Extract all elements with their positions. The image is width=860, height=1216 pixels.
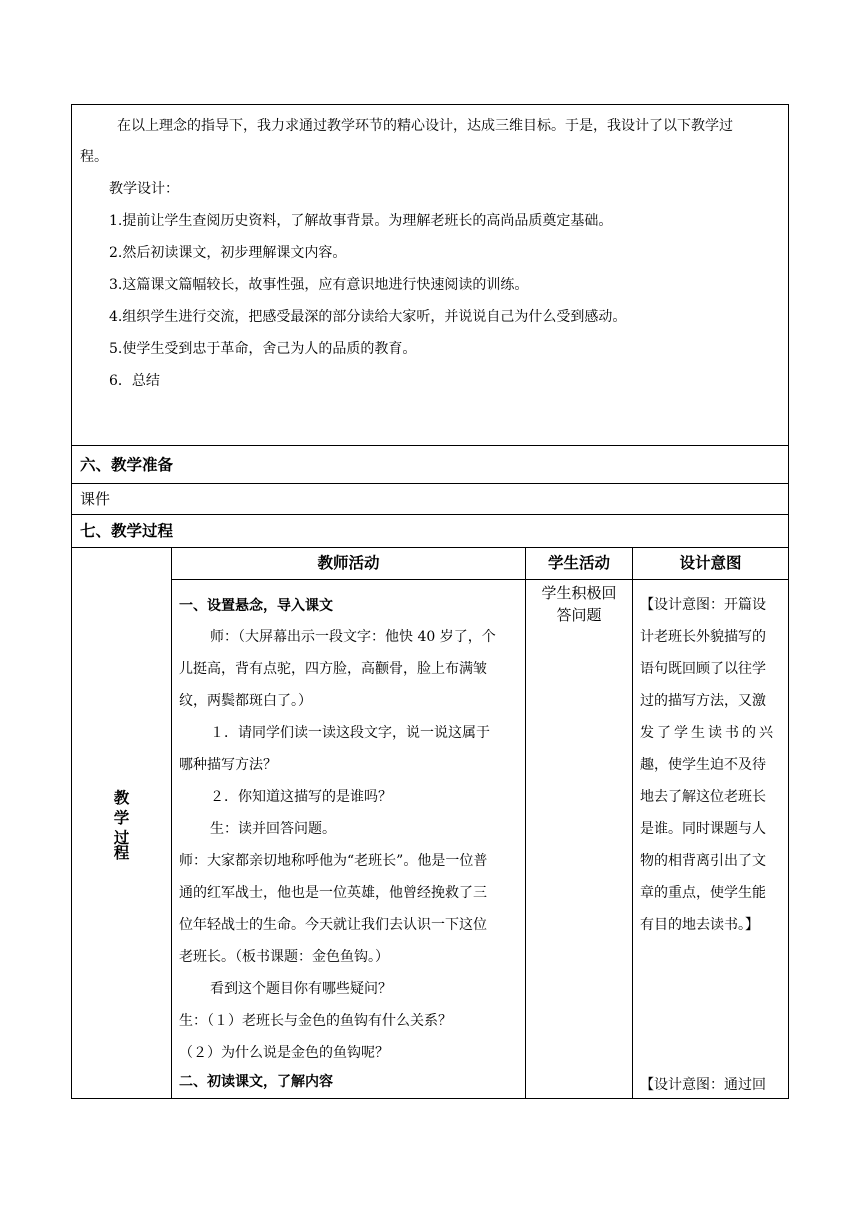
table-border-top <box>71 104 789 105</box>
intent-line: 过的描写方法，又激 <box>640 693 766 709</box>
teacher-line: 看到这个题目你有哪些疑问？ <box>210 981 392 997</box>
intro-paragraph-line: 程。 <box>80 149 108 165</box>
row-divider <box>71 547 789 548</box>
teacher-line: 通的红军战士，他也是一位英雄，他曾经挽救了三 <box>179 885 487 901</box>
column-header-teacher: 教师活动 <box>317 554 380 572</box>
section-title: 六、教学准备 <box>80 456 174 474</box>
intent-line: 【设计意图：通过回 <box>640 1077 766 1093</box>
teacher-line: １．请同学们读一读这段文字，说一说这属于 <box>210 725 490 741</box>
intent-line: 物的相背离引出了文 <box>640 853 766 869</box>
column-header-intent: 设计意图 <box>679 554 742 572</box>
intro-paragraph-line: 在以上理念的指导下，我力求通过教学环节的精心设计，达成三维目标。于是，我设计了以下教学过 <box>117 118 733 134</box>
intent-line: 章的重点，使学生能 <box>640 885 766 901</box>
design-item: 1.提前让学生查阅历史资料，了解故事背景。为理解老班长的高尚品质奠定基础。 <box>109 213 613 229</box>
row-divider <box>71 514 789 515</box>
teacher-line: 纹，两鬓都斑白了。） <box>179 693 312 709</box>
table-border-left <box>71 104 72 1099</box>
teacher-line: （２）为什么说是金色的鱼钩呢？ <box>179 1045 389 1061</box>
teacher-line: 老班长。（板书课题：金色鱼钩。） <box>179 949 389 965</box>
teacher-line: 位年轻战士的生命。今天就让我们去认识一下这位 <box>179 917 487 933</box>
design-item: 3.这篇课文篇幅较长，故事性强，应有意识地进行快速阅读的训练。 <box>109 277 529 293</box>
teacher-line: 哪种描写方法？ <box>179 757 277 773</box>
step-heading: 一、设置悬念，导入课文 <box>179 598 333 614</box>
column-header-student: 学生活动 <box>547 554 610 572</box>
section-title: 七、教学过程 <box>80 522 174 540</box>
side-label-char: 过 <box>113 829 130 847</box>
intent-line: 趣，使学生迫不及待 <box>640 757 766 773</box>
table-border-bottom <box>71 1098 789 1099</box>
column-divider <box>171 547 172 1099</box>
student-line: 学生积极回 <box>541 584 617 602</box>
column-divider <box>525 547 526 1099</box>
teacher-line: 师：（大屏幕出示一段文字：他快 40 岁了，个 <box>210 629 496 645</box>
design-item: 6．总结 <box>109 373 160 389</box>
teacher-line: 生：读并回答问题。 <box>210 821 336 837</box>
student-line: 答问题 <box>556 606 602 624</box>
intent-line: 【设计意图：开篇设 <box>640 597 766 613</box>
row-divider <box>71 483 789 484</box>
side-label-char: 学 <box>113 809 130 827</box>
column-divider <box>632 547 633 1099</box>
step-heading: 二、初读课文，了解内容 <box>179 1074 333 1090</box>
intent-line: 语句既回顾了以往学 <box>640 661 766 677</box>
design-item: 4.组织学生进行交流，把感受最深的部分读给大家听，并说说自己为什么受到感动。 <box>109 309 627 325</box>
design-item: 5.使学生受到忠于革命，舍己为人的品质的教育。 <box>109 341 417 357</box>
intent-line: 有目的地去读书。】 <box>640 917 759 933</box>
teacher-line: ２．你知道这描写的是谁吗？ <box>210 789 392 805</box>
teacher-line: 生：（１）老班长与金色的鱼钩有什么关系？ <box>179 1013 452 1029</box>
design-heading: 教学设计： <box>109 181 179 197</box>
side-label-char: 教 <box>113 789 130 807</box>
section-content: 课件 <box>80 490 111 508</box>
row-divider <box>171 579 789 580</box>
table-border-right <box>788 104 789 1099</box>
intent-line: 计老班长外貌描写的 <box>640 629 766 645</box>
teacher-line: 师：大家都亲切地称呼他为“老班长”。他是一位普 <box>179 853 488 869</box>
intent-line: 地去了解这位老班长 <box>640 789 766 805</box>
teacher-line: 儿挺高，背有点驼，四方脸，高颧骨，脸上布满皱 <box>179 661 487 677</box>
intent-line: 是谁。同时课题与人 <box>640 821 766 837</box>
side-label-char: 程 <box>113 844 130 862</box>
design-item: 2.然后初读课文，初步理解课文内容。 <box>109 245 347 261</box>
row-divider <box>71 445 789 446</box>
intent-line: 发了学生读书的兴 <box>640 725 776 741</box>
